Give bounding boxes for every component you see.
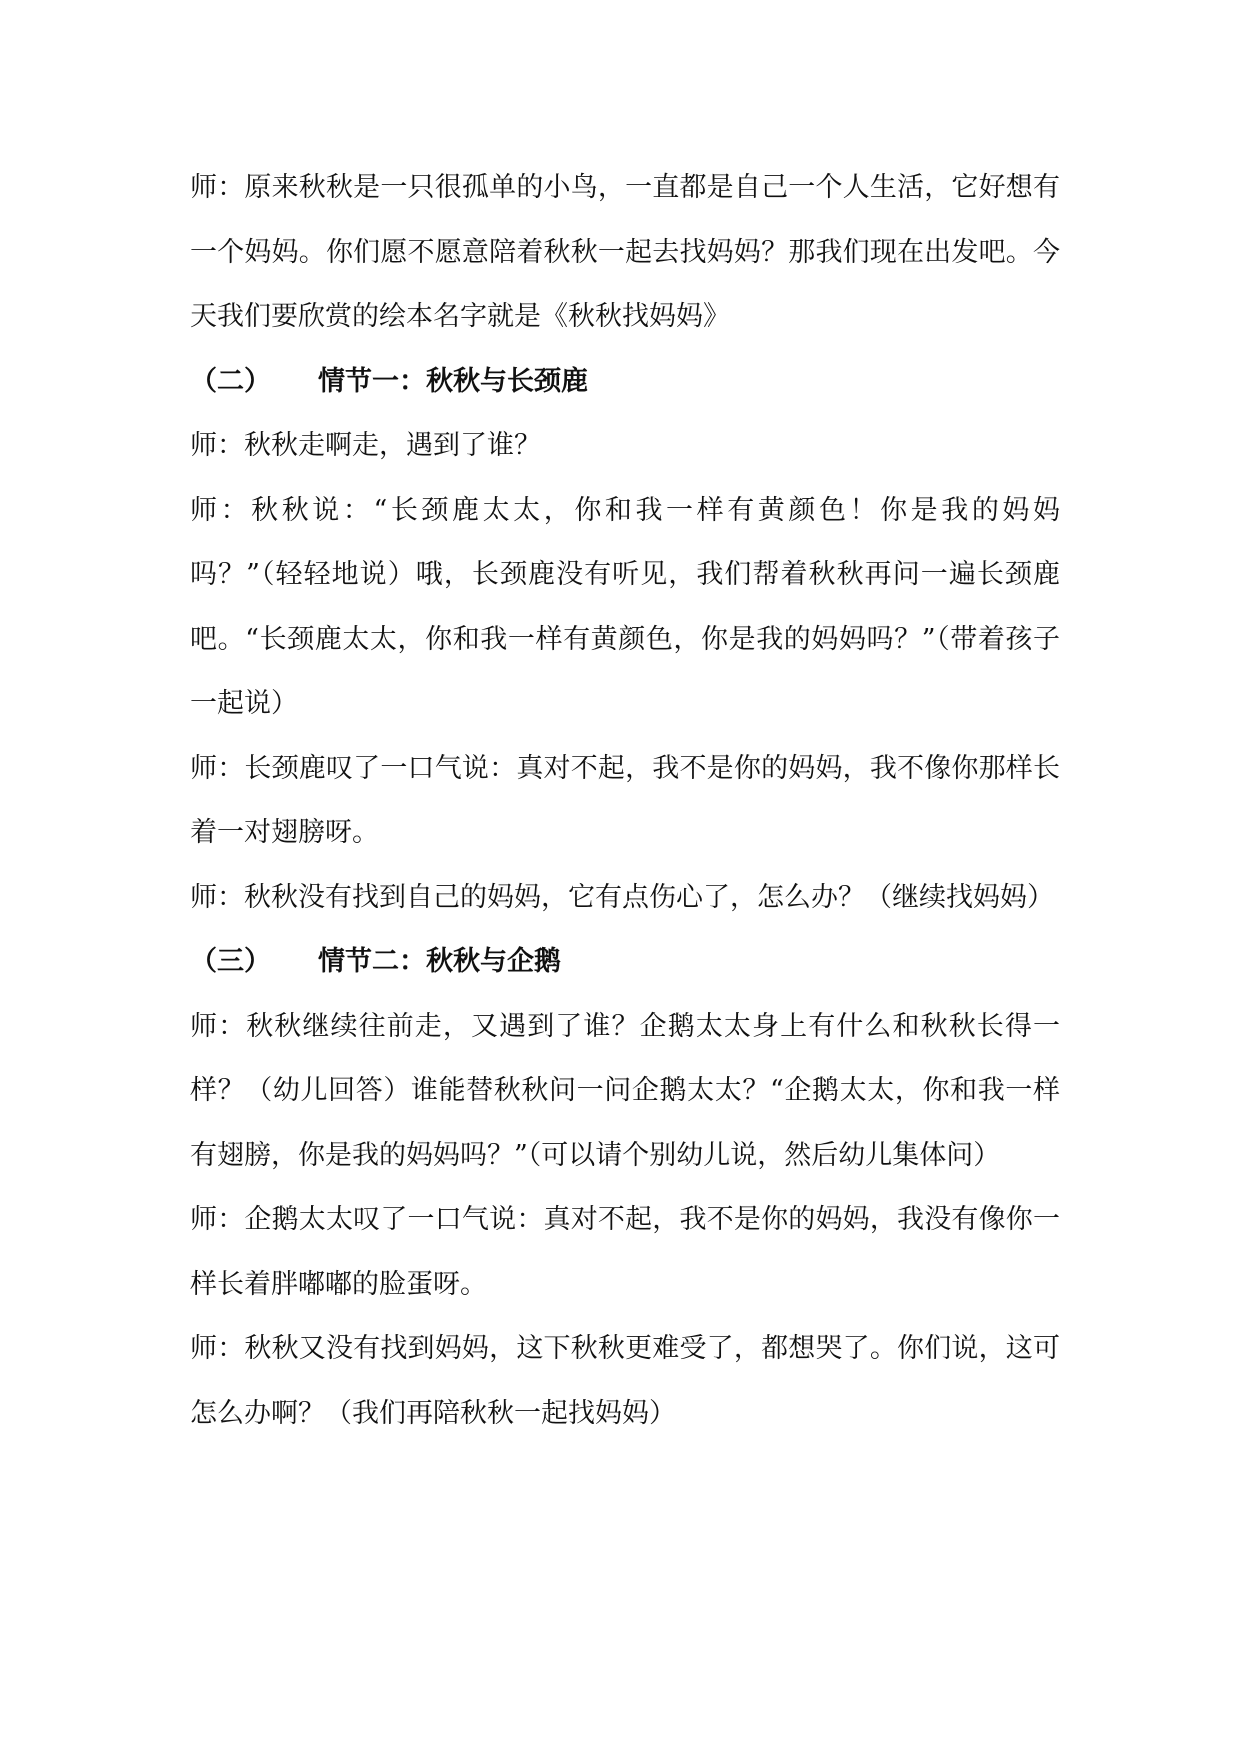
document-page [190,156,1060,1446]
paragraph-intro: 师：原来秋秋是一只很孤单的小鸟，一直都是自己一个人生活，它好想有一个妈妈。你们愿不愿意陪着秋秋一起去找妈妈？那我们现在出发吧。今天我们要欣赏的绘本名字就是《秋秋找妈妈》 [190,172,1060,332]
section-title-2: 情节一：秋秋与长颈鹿 [318,365,588,397]
paragraph-meet-who: 师：秋秋走啊走，遇到了谁？ [190,430,541,461]
section-heading-2 [190,350,1060,415]
section-number-3: （三） [190,946,271,977]
paragraph-penguin-reply: 师：企鹅太太叹了一口气说：真对不起，我不是你的妈妈，我没有像你一样长着胖嘟嘟的脸蛋呀。 [190,1204,1060,1300]
section-heading-3 [190,930,1060,995]
paragraph-cry: 师：秋秋又没有找到妈妈，这下秋秋更难受了，都想哭了。你们说，这可怎么办啊？（我们再陪秋秋一起找妈妈） [190,1333,1060,1429]
paragraph-giraffe-reply: 师：长颈鹿叹了一口气说：真对不起，我不是你的妈妈，我不像你那样长着一对翅膀呀。 [190,752,1060,848]
section-number-2: （二） [190,365,271,397]
paragraph-giraffe-ask: 师：秋秋说：“长颈鹿太太，你和我一样有黄颜色！你是我的妈妈吗？”（轻轻地说）哦，长颈鹿没有听见，我们帮着秋秋再问一遍长颈鹿吧。“长颈鹿太太，你和我一样有黄颜色，你是我的妈妈吗？”（带着孩子一起说） [190,494,1060,719]
paragraph-penguin-ask: 师：秋秋继续往前走，又遇到了谁？企鹅太太身上有什么和秋秋长得一样？（幼儿回答）谁能替秋秋问一问企鹅太太？“企鹅太太，你和我一样有翅膀，你是我的妈妈吗？”（可以请个别幼儿说，然后幼儿集体问） [190,1010,1060,1171]
section-title-3: 情节二：秋秋与企鹅 [318,946,561,977]
paragraph-sad-continue: 师：秋秋没有找到自己的妈妈，它有点伤心了，怎么办？（继续找妈妈） [190,881,1054,913]
